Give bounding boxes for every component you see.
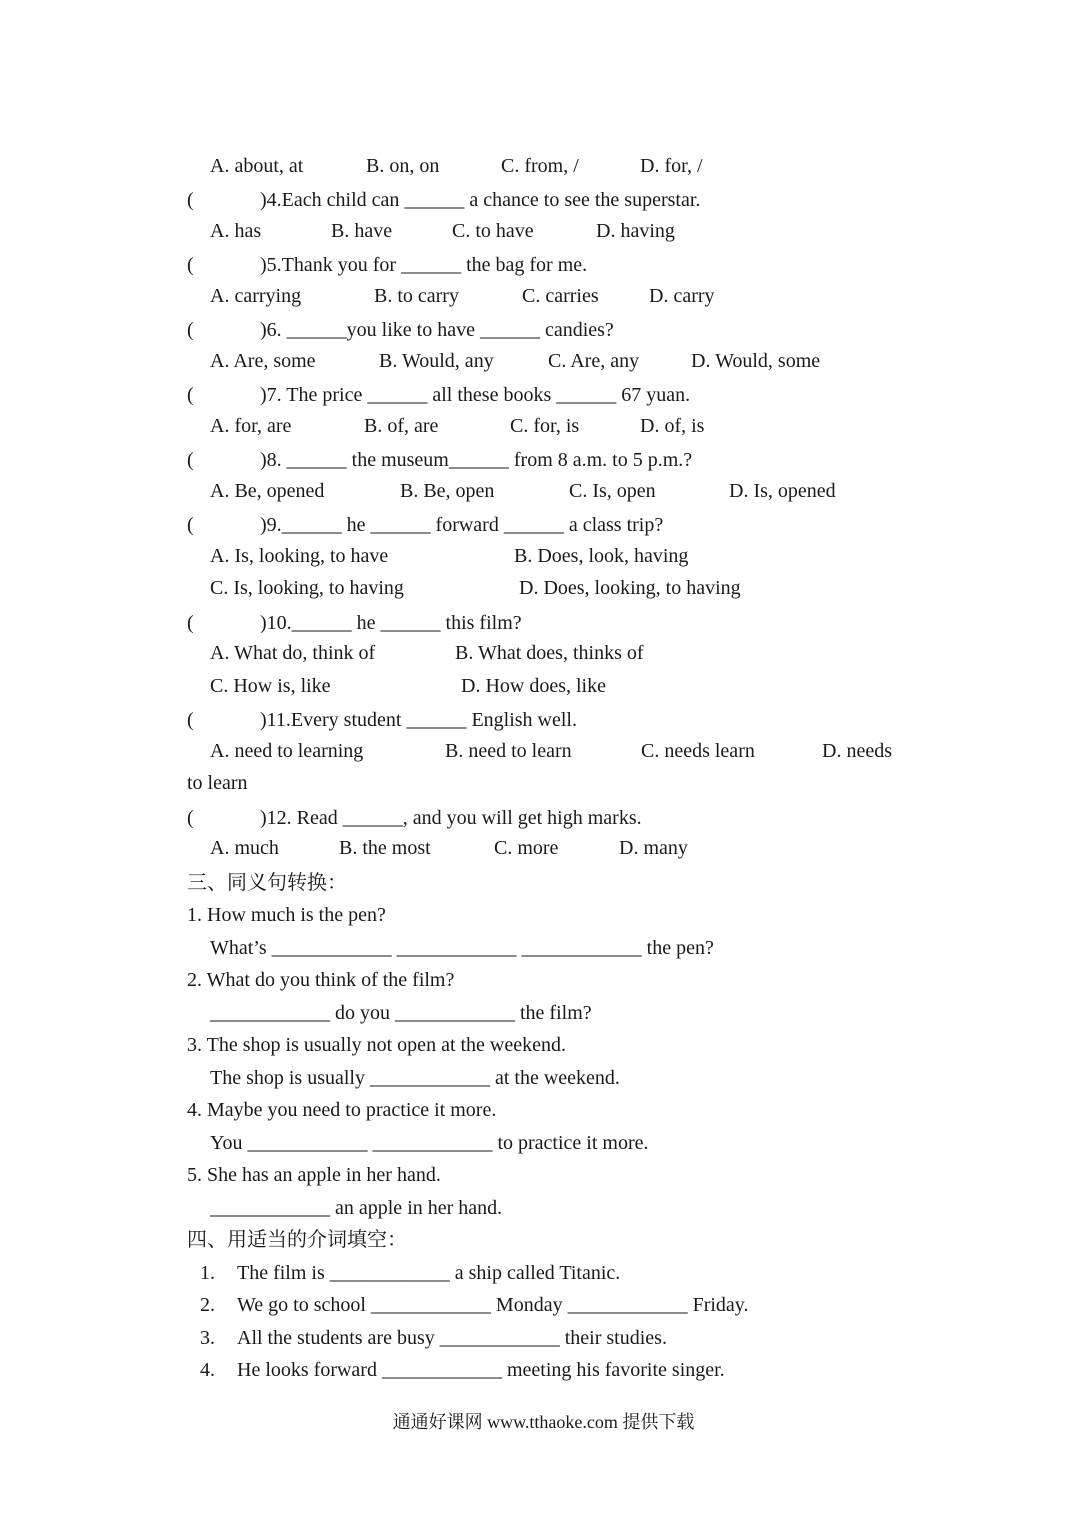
option-c: C. more bbox=[494, 837, 559, 859]
option-b: B. to carry bbox=[374, 285, 459, 307]
q3-option-b: B. on, on bbox=[366, 155, 440, 177]
answer-paren: ( bbox=[187, 254, 194, 276]
answer-paren: ( bbox=[187, 612, 194, 634]
option-c: C. carries bbox=[522, 285, 599, 307]
option-a: A. What do, think of bbox=[210, 642, 376, 664]
item-text: We go to school ____________ Monday ____________ Friday. bbox=[237, 1294, 749, 1316]
option-c: C. for, is bbox=[510, 415, 580, 437]
q3-option-a: A. about, at bbox=[210, 155, 304, 177]
q3-option-d: D. for, / bbox=[640, 155, 703, 177]
option-c: C. How is, like bbox=[210, 675, 331, 697]
option-d: D. having bbox=[596, 220, 675, 242]
item-text: All the students are busy ____________ their studies. bbox=[237, 1327, 667, 1349]
sentence-rewrite: ____________ do you ____________ the film? bbox=[210, 1002, 592, 1024]
option-d: D. How does, like bbox=[461, 675, 606, 697]
option-b: B. have bbox=[331, 220, 393, 242]
option-b: B. Would, any bbox=[379, 350, 494, 372]
option-a: A. Are, some bbox=[210, 350, 316, 372]
page-footer: 通通好课网 www.tthaoke.com 提供下载 bbox=[392, 1412, 695, 1432]
option-b: B. of, are bbox=[364, 415, 439, 437]
item-number: 1. bbox=[200, 1262, 215, 1284]
option-a: A. carrying bbox=[210, 285, 302, 307]
option-d: D. Does, looking, to having bbox=[519, 577, 741, 599]
option-d: D. many bbox=[619, 837, 688, 859]
option-d: D. needs bbox=[822, 740, 892, 762]
option-b: B. need to learn bbox=[445, 740, 572, 762]
option-c: C. to have bbox=[452, 220, 534, 242]
question-text: )11.Every student ______ English well. bbox=[260, 709, 577, 731]
answer-paren: ( bbox=[187, 709, 194, 731]
sentence-prompt: 2. What do you think of the film? bbox=[187, 969, 455, 991]
answer-paren: ( bbox=[187, 449, 194, 471]
sentence-rewrite: What’s ____________ ____________ ____________ the pen? bbox=[210, 937, 714, 959]
sentence-prompt: 5. She has an apple in her hand. bbox=[187, 1164, 441, 1186]
question-text: )5.Thank you for ______ the bag for me. bbox=[260, 254, 588, 276]
sentence-rewrite: You ____________ ____________ to practice it more. bbox=[210, 1132, 649, 1154]
answer-paren: ( bbox=[187, 319, 194, 341]
option-c: C. Is, open bbox=[569, 480, 656, 502]
sentence-rewrite: The shop is usually ____________ at the weekend. bbox=[210, 1067, 620, 1089]
option-d: D. Would, some bbox=[691, 350, 821, 372]
section-heading: 三、同义句转换： bbox=[187, 872, 347, 894]
item-text: He looks forward ____________ meeting his favorite singer. bbox=[237, 1359, 725, 1381]
option-b: B. the most bbox=[339, 837, 431, 859]
option-a: A. has bbox=[210, 220, 262, 242]
answer-paren: ( bbox=[187, 384, 194, 406]
option-d: D. carry bbox=[649, 285, 715, 307]
question-text: )4.Each child can ______ a chance to see the superstar. bbox=[260, 189, 701, 211]
item-number: 2. bbox=[200, 1294, 215, 1316]
option-d: D. Is, opened bbox=[729, 480, 836, 502]
sentence-prompt: 3. The shop is usually not open at the weekend. bbox=[187, 1034, 567, 1056]
option-c: C. needs learn bbox=[641, 740, 755, 762]
item-number: 4. bbox=[200, 1359, 215, 1381]
question-text: )8. ______ the museum______ from 8 a.m. to 5 p.m.? bbox=[260, 449, 693, 471]
sentence-prompt: 1. How much is the pen? bbox=[187, 904, 386, 926]
option-a: A. Is, looking, to have bbox=[210, 545, 389, 567]
sentence-prompt: 4. Maybe you need to practice it more. bbox=[187, 1099, 497, 1121]
item-text: The film is ____________ a ship called Titanic. bbox=[237, 1262, 621, 1284]
question-text: )7. The price ______ all these books ______ 67 yuan. bbox=[260, 384, 691, 406]
answer-paren: ( bbox=[187, 514, 194, 536]
option-b: B. What does, thinks of bbox=[455, 642, 644, 664]
sentence-rewrite: ____________ an apple in her hand. bbox=[210, 1197, 503, 1219]
option-a: A. need to learning bbox=[210, 740, 364, 762]
q3-option-c: C. from, / bbox=[501, 155, 579, 177]
section-heading: 四、用适当的介词填空： bbox=[187, 1229, 407, 1251]
option-a: A. for, are bbox=[210, 415, 292, 437]
question-text: )10.______ he ______ this film? bbox=[260, 612, 522, 634]
question-text: )6. ______you like to have ______ candies? bbox=[260, 319, 614, 341]
question-text: )9.______ he ______ forward ______ a class trip? bbox=[260, 514, 664, 536]
option-b: B. Does, look, having bbox=[514, 545, 689, 567]
option-a: A. much bbox=[210, 837, 279, 859]
option-c: C. Is, looking, to having bbox=[210, 577, 404, 599]
answer-paren: ( bbox=[187, 189, 194, 211]
option-d: D. of, is bbox=[640, 415, 705, 437]
option-a: A. Be, opened bbox=[210, 480, 325, 502]
option-c: C. Are, any bbox=[548, 350, 640, 372]
option-d-continued: to learn bbox=[187, 772, 248, 794]
answer-paren: ( bbox=[187, 807, 194, 829]
item-number: 3. bbox=[200, 1327, 215, 1349]
question-text: )12. Read ______, and you will get high marks. bbox=[260, 807, 642, 829]
option-b: B. Be, open bbox=[400, 480, 495, 502]
